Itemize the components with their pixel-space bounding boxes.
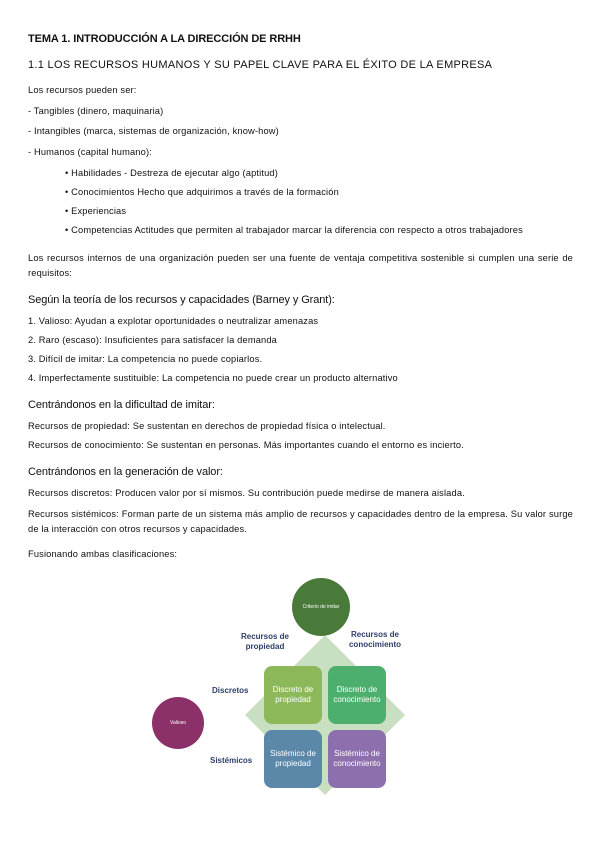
box-discreto-conocimiento: Discreto de conocimiento <box>328 666 386 724</box>
paragraph: Recursos sistémicos: Forman parte de un sistema más amplio de recursos y capacidades dentro de la empresa. Su valor surge de la interacción con otros recursos y capacidades. <box>28 509 573 534</box>
merge-text: Fusionando ambas clasificaciones: <box>28 549 178 559</box>
bullet-item: • Conocimientos Hecho que adquirimos a través de la formación <box>65 187 339 197</box>
section-heading: Centrándonos en la dificultad de imitar: <box>28 399 215 411</box>
top-circle <box>292 578 350 636</box>
intro-text: Los recursos pueden ser: <box>28 85 137 95</box>
list-item: 2. Raro (escaso): Insuficientes para satisfacer la demanda <box>28 335 277 345</box>
classification-diagram <box>140 575 440 815</box>
left-circle-label: Valioso <box>169 720 187 726</box>
document-title: TEMA 1. INTRODUCCIÓN A LA DIRECCIÓN DE RRHH <box>28 33 301 45</box>
list-item: - Intangibles (marca, sistemas de organización, know-how) <box>28 126 279 136</box>
list-item: Recursos discretos: Producen valor por sí mismos. Su contribución puede medirse de manera aislada. <box>28 488 465 498</box>
paragraph: Los recursos internos de una organización pueden ser una fuente de ventaja competitiva sostenible si cumplen una serie de requisitos: <box>28 253 573 278</box>
list-item: Recursos de propiedad: Se sustentan en derechos de propiedad física o intelectual. <box>28 421 386 431</box>
row-label-sistemicos: Sistémicos <box>210 756 253 765</box>
row-label-discretos: Discretos <box>212 686 249 695</box>
list-item: - Humanos (capital humano): <box>28 147 152 157</box>
section-heading: Centrándonos en la generación de valor: <box>28 466 223 478</box>
list-item: 3. Difícil de imitar: La competencia no puede copiarlos. <box>28 354 263 364</box>
bullet-item: • Experiencias <box>65 206 127 216</box>
left-circle <box>152 697 204 749</box>
column-label-conocimiento: Recursos de conocimiento <box>348 630 401 649</box>
section-heading: Según la teoría de los recursos y capacidades (Barney y Grant): <box>28 294 335 306</box>
box-sistemico-conocimiento: Sistémico de conocimiento <box>328 730 386 788</box>
box-discreto-propiedad: Discreto de propiedad <box>264 666 322 724</box>
top-circle-label: Criterio de imitar <box>302 604 340 610</box>
section-subtitle: 1.1 LOS RECURSOS HUMANOS Y SU PAPEL CLAVE PARA EL ÉXITO DE LA EMPRESA <box>28 59 493 71</box>
box-sistemico-propiedad: Sistémico de propiedad <box>264 730 322 788</box>
list-item: 1. Valioso: Ayudan a explotar oportunidades o neutralizar amenazas <box>28 316 319 326</box>
list-item: Recursos de conocimiento: Se sustentan en personas. Más importantes cuando el entorno es incierto. <box>28 440 464 450</box>
bullet-item: • Habilidades - Destreza de ejecutar algo (aptitud) <box>65 168 278 178</box>
column-label-propiedad: Recursos de propiedad <box>240 632 290 651</box>
list-item: - Tangibles (dinero, maquinaria) <box>28 106 164 116</box>
list-item: 4. Imperfectamente sustituible: La competencia no puede crear un producto alternativo <box>28 373 398 383</box>
bullet-item: • Competencias Actitudes que permiten al trabajador marcar la diferencia con respecto a otros trabajadores <box>65 225 523 235</box>
